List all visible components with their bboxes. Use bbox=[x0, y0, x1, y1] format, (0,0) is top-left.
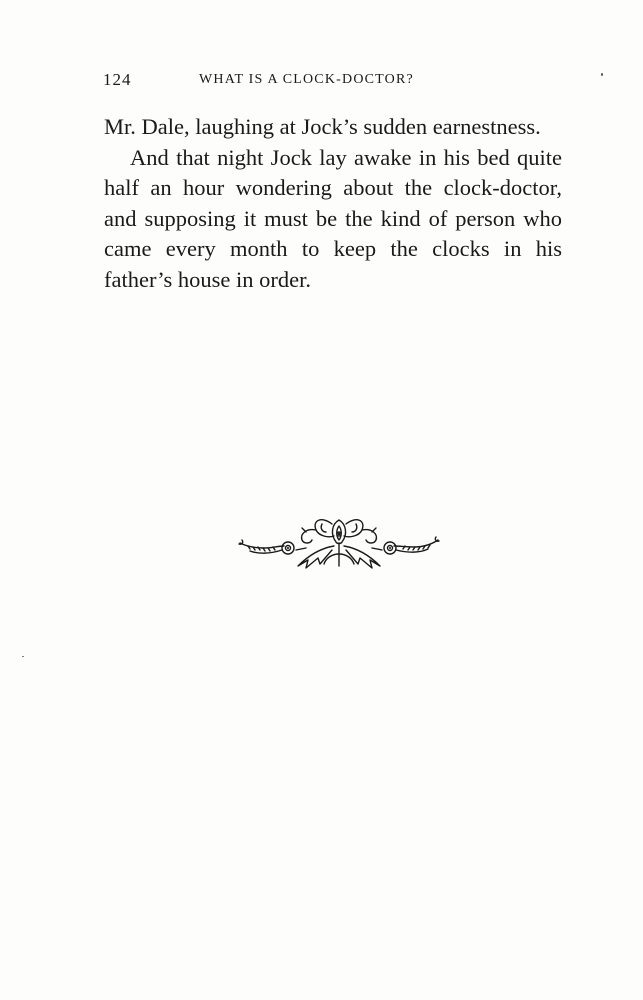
paper-speck bbox=[22, 656, 24, 657]
running-head bbox=[103, 70, 473, 90]
paragraph-continuation: Mr. Dale, laughing at Jock’s sudden earnestness. bbox=[104, 114, 541, 139]
paper-speck bbox=[601, 73, 603, 76]
body-text bbox=[104, 112, 562, 295]
floral-tailpiece-icon bbox=[236, 510, 442, 576]
page-number: 124 bbox=[103, 70, 132, 89]
running-title: WHAT IS A CLOCK-DOCTOR? bbox=[199, 72, 414, 87]
paragraph: And that night Jock lay awake in his bed quite half an hour wondering about the clock-doctor, and supposing it must be the kind of person who came every month to keep the clocks in his father’s house in order. bbox=[104, 144, 562, 292]
